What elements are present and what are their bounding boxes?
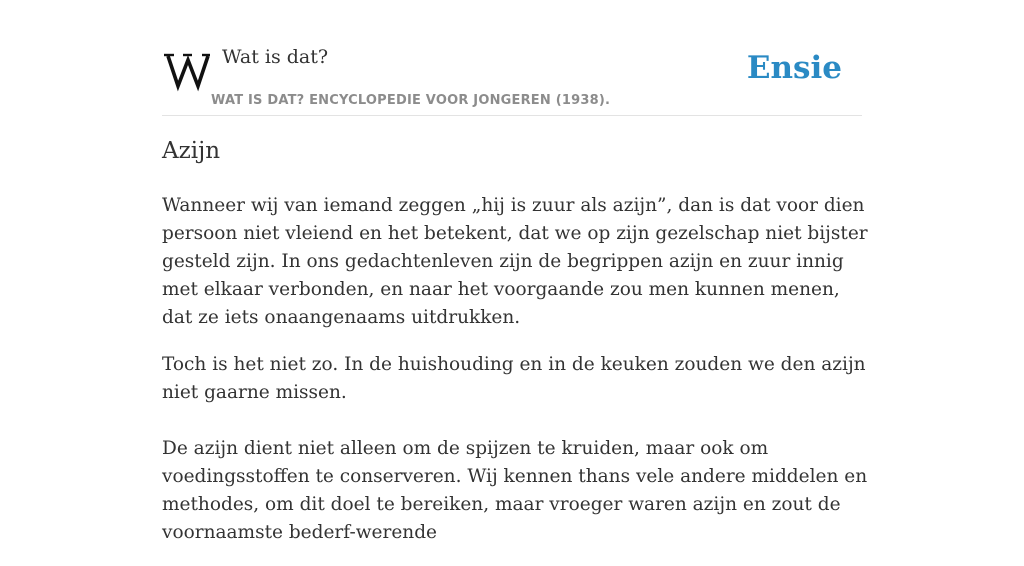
paragraph: Wanneer wij van iemand zeggen „hij is zuur als azijn”, dan is dat voor dien persoon niet vleiend en het betekent, dat we op zijn gezelschap niet bijster gesteld zijn. In ons gedachtenleven zijn de begrippen azijn en zuur innig met elkaar verbonden, en naar het voorgaande zou men kunnen menen, dat ze iets onaangenaams uitdrukken.: [162, 195, 868, 328]
paragraph: Toch is het niet zo. In de huishouding en in de keuken zouden we den azijn niet gaarne missen.: [162, 354, 866, 403]
wikipedia-w-icon: [164, 50, 210, 90]
brand-link[interactable]: Ensie: [746, 50, 842, 86]
paragraph: De azijn dient niet alleen om de spijzen te kruiden, maar ook om voedingsstoffen te conserveren. Wij kennen thans vele andere middelen en methodes, om dit doel te bereiken, maar vroeger waren azijn en zout de voornaamste bederf-werende: [162, 438, 868, 543]
page-header: [162, 40, 862, 116]
book-title[interactable]: Wat is dat?: [222, 46, 329, 68]
book-subtitle: WAT IS DAT? ENCYCLOPEDIE VOOR JONGEREN (1938).: [211, 93, 611, 108]
article-body: [162, 192, 868, 566]
article-title: Azijn: [162, 138, 221, 164]
